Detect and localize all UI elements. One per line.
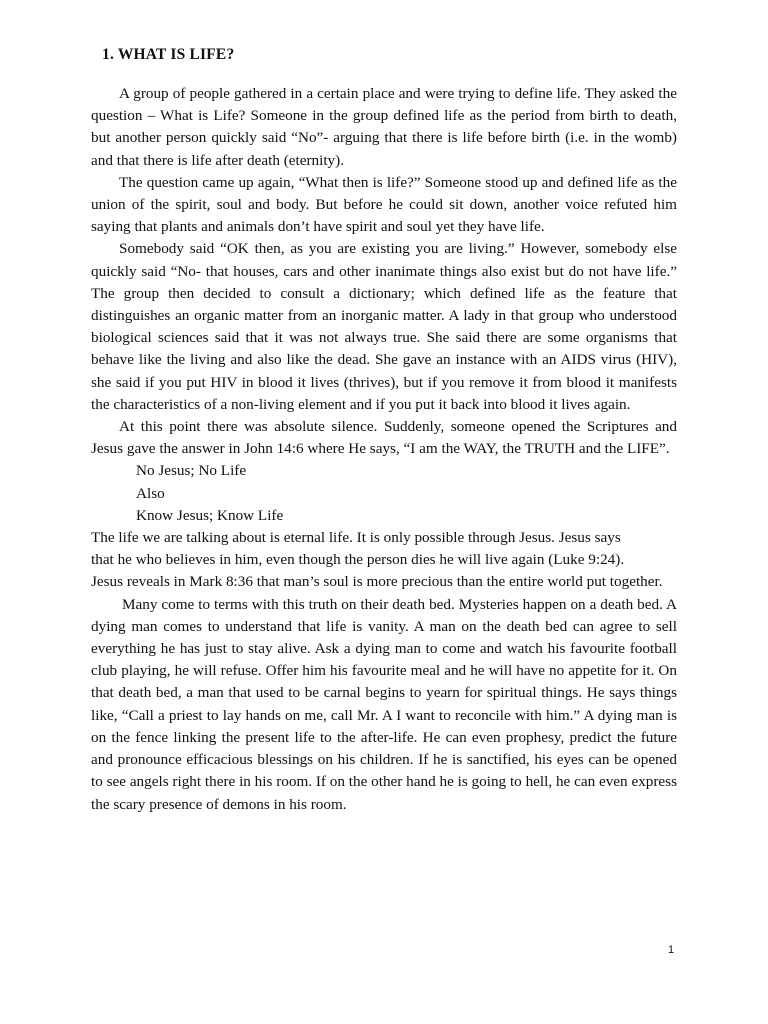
eternal-life-line-1: The life we are talking about is eternal life. It is only possible through Jesus. Jesus says xyxy=(91,529,621,547)
death-bed-paragraph: Many come to terms with this truth on their death bed. Mysteries happen on a death bed. A dying man comes to understand that life is vanity. A man on the death bed can agree to sell everything he has just to stay alive. Ask a dying man to come and watch his favourite football club playing, he will refuse. Offer him his favourite meal and he will have no appetite for it. On that death bed, a man that used to be carnal begins to yearn for spiritual things. He says things like, “Call a priest to lay hands on me, call Mr. A I want to reconcile with him.” A dying man is on the fence linking the present life to the after-life. He can even prophesy, predict the future and pronounce efficacious blessings on his children. If he is sanctified, his eyes can be opened to see angels right there in his room. If on the other hand he is going to hell, he can even express the scary presence of demons in his room. xyxy=(91,595,677,813)
verse-block xyxy=(91,460,677,527)
mark-paragraph: Jesus reveals in Mark 8:36 that man’s soul is more precious than the entire world put together. xyxy=(91,573,663,591)
paragraph-4: At this point there was absolute silence. Suddenly, someone opened the Scriptures and Jesus gave the answer in John 14:6 where He says, “I am the WAY, the TRUTH and the LIFE”. xyxy=(91,418,677,458)
verse-line: No Jesus; No Life xyxy=(136,462,247,480)
verse-line: Also xyxy=(136,484,165,502)
page-number: 1 xyxy=(668,944,675,956)
eternal-life-line-2: that he who believes in him, even though the person dies he will live again (Luke 9:24). xyxy=(91,551,625,569)
paragraph-2: The question came up again, “What then is life?” Someone stood up and defined life as the union of the spirit, soul and body. But before he could sit down, another voice refuted him saying that plants and animals don’t have spirit and soul yet they have life. xyxy=(91,173,677,236)
document-page xyxy=(91,46,677,816)
verse-line: Know Jesus; Know Life xyxy=(136,506,284,524)
chapter-heading: 1. WHAT IS LIFE? xyxy=(102,46,235,63)
paragraph-1: A group of people gathered in a certain place and were trying to define life. They asked the question – What is Life? Someone in the group defined life as the period from birth to death, but another person quickly said “No”- arguing that there is life before birth (i.e. in the womb) and that there is life after death (eternity). xyxy=(91,85,677,169)
paragraph-3: Somebody said “OK then, as you are existing you are living.” However, somebody else quickly said “No- that houses, cars and other inanimate things also exist but do not have life.” The group then decided to consult a dictionary; which defined life as the feature that distinguishes an organic matter from an inorganic matter. A lady in that group who understood biological sciences said that it was not always true. She said there are some organisms that behave like the living and also like the dead. She gave an instance with an AIDS virus (HIV), she said if you put HIV in blood it lives (thrives), but if you remove it from blood it manifests the characteristics of a non-living element and if you put it back into blood it lives again. xyxy=(91,240,677,413)
